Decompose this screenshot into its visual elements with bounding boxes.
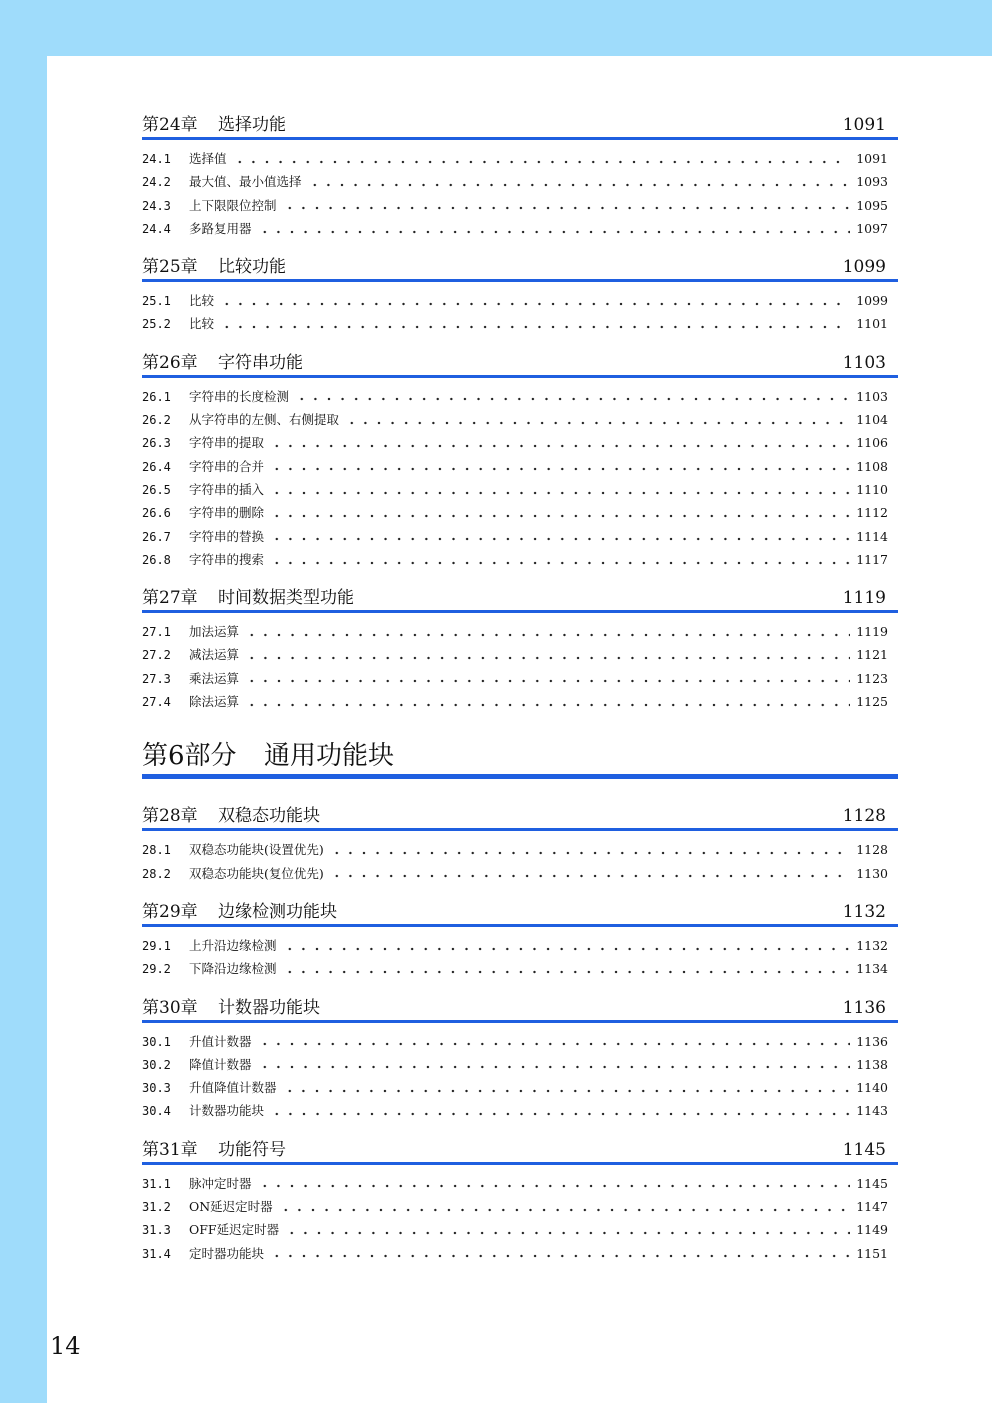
toc-entry[interactable]: [142, 1099, 898, 1122]
chapter-heading[interactable]: [142, 1137, 898, 1165]
entry-title: 最大值、最小值选择: [189, 174, 302, 190]
toc-entry[interactable]: [142, 1218, 898, 1241]
dot-leader: [258, 226, 850, 238]
entry-title: 比较: [189, 293, 215, 309]
chapter-page: 1136: [842, 997, 886, 1018]
entry-title: 从字符串的左侧、右侧提取: [189, 412, 340, 428]
entry-number: 28.1: [142, 843, 171, 858]
entry-number: 26.4: [142, 459, 171, 474]
entry-page: 1117: [856, 551, 888, 567]
toc-entry[interactable]: [142, 431, 898, 454]
dot-leader: [245, 675, 850, 687]
chapter-title: 边缘检测功能块: [218, 901, 337, 922]
chapter-title: 比较功能: [218, 257, 286, 278]
entry-number: 26.1: [142, 389, 171, 404]
chapter-number: 第31章: [142, 1139, 198, 1160]
toc-entry[interactable]: [142, 217, 898, 240]
entry-number: 29.2: [142, 962, 171, 977]
chapter-title: 双稳态功能块: [218, 806, 320, 827]
toc-entry[interactable]: [142, 525, 898, 548]
entry-page: 1119: [856, 624, 888, 640]
entry-page: 1140: [856, 1080, 888, 1096]
dot-leader: [258, 1180, 850, 1192]
entry-number: 27.1: [142, 625, 171, 640]
chapter-label: [142, 114, 286, 136]
entry-page: 1104: [856, 412, 888, 428]
dot-leader: [245, 629, 850, 641]
entry-number: 28.2: [142, 866, 171, 881]
dot-leader: [270, 533, 850, 545]
entry-title: 字符串的删除: [189, 505, 265, 521]
chapter-page: 1145: [842, 1139, 886, 1160]
entry-number: 24.4: [142, 221, 171, 236]
entry-number: 31.3: [142, 1223, 171, 1238]
entry-title: 上下限限位控制: [189, 197, 277, 213]
entry-list: [142, 289, 898, 336]
entry-page: 1112: [856, 505, 888, 521]
chapter-title: 功能符号: [218, 1139, 286, 1160]
toc-entry[interactable]: [142, 690, 898, 713]
part-number: 第6部分: [142, 741, 237, 772]
dot-leader: [283, 202, 850, 214]
entry-page: 1101: [856, 316, 888, 332]
chapter-page: 1091: [842, 115, 886, 135]
entry-page: 1145: [856, 1175, 888, 1191]
dot-leader: [279, 1204, 850, 1216]
entry-number: 29.1: [142, 938, 171, 953]
dot-leader: [270, 1108, 850, 1120]
toc-entry[interactable]: [142, 957, 898, 980]
entry-number: 31.2: [142, 1200, 171, 1215]
toc-entry[interactable]: [142, 1030, 898, 1053]
entry-page: 1114: [856, 528, 888, 544]
chapter-title: 时间数据类型功能: [218, 588, 354, 609]
entry-number: 27.4: [142, 695, 171, 710]
dot-leader: [245, 699, 850, 711]
dot-leader: [270, 463, 850, 475]
entry-list: [142, 934, 898, 981]
entry-page: 1132: [856, 937, 888, 953]
chapter-page: 1128: [842, 806, 886, 827]
entry-title: 计数器功能块: [189, 1103, 265, 1119]
entry-title: 字符串的合并: [189, 458, 265, 474]
chapter-heading[interactable]: [142, 585, 898, 613]
dot-leader: [245, 652, 850, 664]
entry-page: 1130: [856, 865, 888, 881]
entry-title: 减法运算: [189, 647, 240, 663]
chapter-page: 1099: [842, 257, 886, 278]
toc-entry[interactable]: [142, 1172, 898, 1195]
chapter-heading[interactable]: [142, 803, 898, 831]
toc-entry[interactable]: [142, 478, 898, 501]
entry-title: 降值计数器: [189, 1056, 252, 1072]
entry-title: 字符串的插入: [189, 481, 265, 497]
dot-leader: [285, 1227, 850, 1239]
dot-leader: [308, 179, 850, 191]
chapter-page: 1132: [842, 901, 886, 922]
dot-leader: [330, 870, 850, 882]
entry-title: 脉冲定时器: [189, 1175, 252, 1191]
entry-list: [142, 620, 898, 713]
entry-page: 1125: [856, 694, 888, 710]
toc-entry[interactable]: [142, 1195, 898, 1218]
chapter-number: 第29章: [142, 901, 198, 922]
entry-title: 升值降值计数器: [189, 1080, 277, 1096]
entry-title: 选择值: [189, 151, 227, 166]
chapter-title: 计数器功能块: [218, 997, 320, 1018]
part-title: 通用功能块: [264, 741, 395, 772]
dot-leader: [283, 966, 850, 978]
toc-entry[interactable]: [142, 385, 898, 408]
entry-page: 1103: [856, 388, 888, 404]
dot-leader: [220, 298, 850, 310]
entry-page: 1121: [856, 647, 888, 663]
chapter-label: [142, 587, 354, 609]
entry-title: 双稳态功能块(设置优先): [189, 842, 324, 858]
dot-leader: [270, 1250, 850, 1262]
entry-title: 字符串的搜索: [189, 551, 265, 567]
page-number: 14: [50, 1332, 81, 1360]
entry-number: 26.3: [142, 436, 171, 451]
entry-list: [142, 1030, 898, 1123]
entry-page: 1099: [856, 293, 888, 309]
entry-number: 26.6: [142, 506, 171, 521]
entry-page: 1147: [856, 1199, 888, 1215]
dot-leader: [258, 1038, 850, 1050]
chapter-label: [142, 901, 337, 923]
chapter-heading[interactable]: [142, 350, 898, 378]
chapter-number: 第26章: [142, 352, 198, 373]
entry-title: 上升沿边缘检测: [189, 937, 277, 953]
entry-page: 1106: [856, 435, 888, 451]
entry-page: 1149: [856, 1222, 888, 1238]
dot-leader: [220, 321, 850, 333]
chapter-title: 选择功能: [218, 115, 286, 135]
entry-list: [142, 1172, 898, 1265]
table-of-contents: [142, 112, 898, 1265]
toc-entry[interactable]: [142, 1242, 898, 1265]
entry-number: 26.2: [142, 413, 171, 428]
toc-entry[interactable]: [142, 501, 898, 524]
entry-page: 1136: [856, 1033, 888, 1049]
chapter-number: 第24章: [142, 115, 198, 135]
entry-page: 1091: [856, 151, 888, 166]
entry-title: 字符串的长度检测: [189, 388, 290, 404]
chapter-heading[interactable]: [142, 995, 898, 1023]
chapter-heading[interactable]: [142, 254, 898, 282]
part-heading[interactable]: [142, 739, 898, 779]
entry-title: 字符串的提取: [189, 435, 265, 451]
entry-title: 下降沿边缘检测: [189, 961, 277, 977]
chapter-number: 第28章: [142, 806, 198, 827]
entry-list: [142, 147, 898, 240]
dot-leader: [345, 417, 850, 429]
entry-title: 加法运算: [189, 624, 240, 640]
dot-leader: [330, 847, 850, 859]
entry-page: 1123: [856, 670, 888, 686]
toc-entry[interactable]: [142, 289, 898, 312]
chapter-page: 1103: [842, 352, 886, 373]
toc-entry[interactable]: [142, 620, 898, 643]
entry-page: 1143: [856, 1103, 888, 1119]
dot-leader: [270, 487, 850, 499]
toc-entry[interactable]: [142, 408, 898, 431]
entry-number: 24.1: [142, 152, 171, 166]
entry-list: [142, 385, 898, 571]
chapter-heading[interactable]: [142, 112, 898, 140]
entry-title: 字符串的替换: [189, 528, 265, 544]
dot-leader: [270, 510, 850, 522]
entry-page: 1095: [856, 197, 888, 213]
entry-number: 24.2: [142, 175, 171, 190]
entry-page: 1108: [856, 458, 888, 474]
entry-number: 31.4: [142, 1246, 171, 1261]
entry-title: 除法运算: [189, 694, 240, 710]
entry-title: ON延迟定时器: [189, 1199, 273, 1215]
entry-title: 双稳态功能块(复位优先): [189, 865, 324, 881]
entry-number: 30.2: [142, 1057, 171, 1072]
chapter-title: 字符串功能: [218, 352, 303, 373]
entry-page: 1138: [856, 1056, 888, 1072]
chapter-number: 第30章: [142, 997, 198, 1018]
toc-entry[interactable]: [142, 1076, 898, 1099]
chapter-label: [142, 997, 320, 1019]
entry-page: 1128: [856, 842, 888, 858]
toc-entry[interactable]: [142, 838, 898, 861]
entry-number: 27.3: [142, 671, 171, 686]
entry-page: 1093: [856, 174, 888, 190]
entry-number: 31.1: [142, 1176, 171, 1191]
chapter-label: [142, 805, 320, 827]
entry-number: 30.1: [142, 1034, 171, 1049]
entry-number: 24.3: [142, 198, 171, 213]
toc-entry[interactable]: [142, 194, 898, 217]
chapter-label: [142, 1139, 286, 1161]
chapter-heading[interactable]: [142, 899, 898, 927]
toc-entry[interactable]: [142, 312, 898, 335]
entry-page: 1097: [856, 220, 888, 236]
dot-leader: [295, 393, 850, 405]
toc-entry[interactable]: [142, 455, 898, 478]
dot-leader: [258, 1061, 850, 1073]
chapter-number: 第27章: [142, 588, 198, 609]
entry-number: 27.2: [142, 648, 171, 663]
entry-number: 26.7: [142, 529, 171, 544]
entry-number: 25.2: [142, 317, 171, 332]
toc-entry[interactable]: [142, 643, 898, 666]
dot-leader: [233, 156, 850, 168]
toc-entry[interactable]: [142, 1053, 898, 1076]
top-color-band: [0, 0, 992, 56]
toc-entry[interactable]: [142, 667, 898, 690]
dot-leader: [270, 557, 850, 569]
entry-number: 26.8: [142, 552, 171, 567]
entry-number: 26.5: [142, 482, 171, 497]
entry-page: 1110: [856, 481, 888, 497]
chapter-label: [142, 256, 286, 278]
dot-leader: [283, 1085, 850, 1097]
chapter-label: [142, 352, 303, 374]
entry-page: 1134: [856, 961, 888, 977]
entry-title: 升值计数器: [189, 1033, 252, 1049]
entry-list: [142, 838, 898, 885]
toc-entry[interactable]: [142, 548, 898, 571]
entry-number: 30.4: [142, 1104, 171, 1119]
toc-entry[interactable]: [142, 934, 898, 957]
chapter-number: 第25章: [142, 257, 198, 278]
entry-number: 30.3: [142, 1081, 171, 1096]
entry-title: 多路复用器: [189, 220, 252, 236]
entry-number: 25.1: [142, 294, 171, 309]
entry-title: OFF延迟定时器: [189, 1222, 280, 1238]
entry-title: 比较: [189, 316, 215, 332]
left-color-band: [0, 0, 47, 1403]
toc-entry[interactable]: [142, 170, 898, 193]
toc-entry[interactable]: [142, 147, 898, 170]
entry-page: 1151: [856, 1245, 888, 1261]
entry-title: 定时器功能块: [189, 1245, 265, 1261]
entry-title: 乘法运算: [189, 670, 240, 686]
chapter-page: 1119: [842, 588, 886, 609]
toc-entry[interactable]: [142, 862, 898, 885]
dot-leader: [283, 943, 850, 955]
dot-leader: [270, 440, 850, 452]
